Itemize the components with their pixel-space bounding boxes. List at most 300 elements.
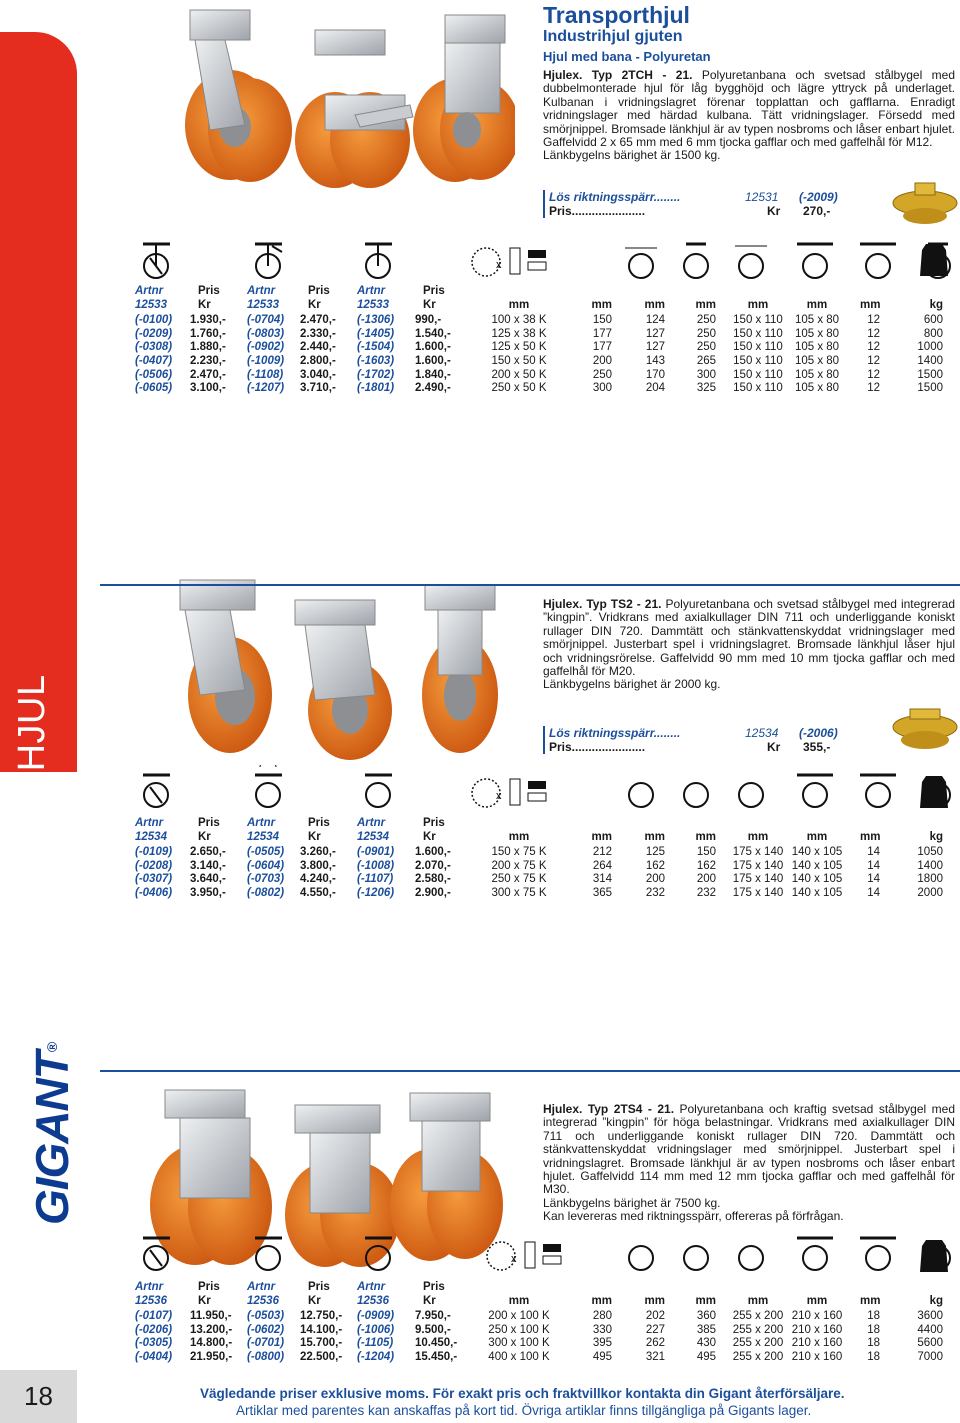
spec-cell: 18 <box>867 1351 880 1363</box>
spec-cell: 325 <box>696 382 716 395</box>
col-header: Pris <box>423 1281 445 1293</box>
height-icon <box>684 1246 708 1270</box>
section3-icons <box>138 1232 958 1274</box>
spec-cell: 14 <box>867 859 880 872</box>
price-currency: Kr <box>767 204 781 218</box>
article-number: (-1603) <box>357 355 395 367</box>
spec-cell: 255 x 200 <box>732 1323 784 1336</box>
spec-cell: 250 <box>592 368 612 381</box>
spec-cell: 140 x 105 <box>791 887 843 899</box>
price-cell: 15.700,- <box>300 1337 343 1350</box>
col-subheader: Kr <box>308 1294 321 1307</box>
price-cell: 1.760,- <box>190 327 226 340</box>
article-number: (-0803) <box>247 327 285 340</box>
spec-cell: 495 <box>592 1351 612 1363</box>
spec-cell: 175 x 140 <box>732 873 784 886</box>
spec-cell: 1500 <box>917 368 943 381</box>
col-header: Pris <box>423 285 445 297</box>
swivel-lock-brake-icon <box>255 765 282 807</box>
article-number: (-0704) <box>247 314 285 327</box>
spec-cell: 14 <box>867 887 880 899</box>
article-number: (-0307) <box>135 873 173 886</box>
height-icon <box>684 783 708 807</box>
spec-cell: 395 <box>592 1337 612 1350</box>
price-cell: 3.710,- <box>300 382 336 395</box>
price-currency: Kr <box>767 740 781 754</box>
price-cell: 3.260,- <box>300 846 336 859</box>
col-header: Artnr <box>357 285 386 297</box>
spec-cell: 200 <box>592 355 612 367</box>
section2-lock-box <box>543 726 859 754</box>
article-number: (-1702) <box>357 368 395 381</box>
direction-lock-image-2 <box>880 705 960 755</box>
col-subheader: 12536 <box>247 1294 279 1307</box>
spec-cell: 175 x 140 <box>732 846 784 859</box>
article-number: (-1009) <box>247 355 285 367</box>
spec-cell: 18 <box>867 1310 880 1323</box>
col-subheader: 12533 <box>247 298 279 311</box>
unit-header: mm <box>508 298 530 311</box>
price-cell: 4.550,- <box>300 887 336 899</box>
unit-header: mm <box>806 1294 828 1307</box>
article-number: (-0305) <box>135 1337 173 1350</box>
spec-cell: 300 <box>592 382 612 395</box>
spec-cell: 264 <box>592 859 612 872</box>
unit-header: mm <box>591 298 612 311</box>
lock-art: 12531 <box>745 190 779 204</box>
price-cell: 2.440,- <box>300 341 336 354</box>
svg-text:x: x <box>496 259 502 271</box>
unit-header: mm <box>695 830 716 843</box>
price-cell: 2.650,- <box>190 846 226 859</box>
unit-header: mm <box>644 830 665 843</box>
unit-header: mm <box>860 1294 881 1307</box>
spec-cell: 150 x 50 K <box>491 355 547 367</box>
col-subheader: Kr <box>308 830 321 843</box>
col-subheader: 12533 <box>357 298 389 311</box>
article-number: (-1008) <box>357 859 395 872</box>
fixed-wheel-icon <box>365 775 392 807</box>
spec-cell: 232 <box>645 887 665 899</box>
spec-cell: 321 <box>645 1351 665 1363</box>
unit-header: mm <box>860 298 881 311</box>
unit-header: kg <box>929 298 943 311</box>
section3-description: Hjulex. Typ 2TS4 - 21. Polyuretanbana och kraftig svetsad stålbygel med integrerad ”kingpin” för höga belastningar. Vridkrans med axialkullager DIN 711 och underliggande koniskt rullager DIN 720. Dammtätt och stänkvattenskyddat vridningslager med smörjnippel. Justerbart spel i vridningslagret. Bromsade länkhjul är av typen nosbroms och låser enbart hjulet. Gaffelvidd 114 mm med 12 mm tjocka gafflar och med gaffelhål för M30. Länkbygelns bärighet är 7500 kg. Kan levereras med riktningsspärr, offereras på förfrågan. <box>543 1102 956 1224</box>
spec-cell: 200 x 50 K <box>491 368 547 381</box>
spec-cell: 18 <box>867 1337 880 1350</box>
section2-description: Hjulex. Typ TS2 - 21. Polyuretanbana och svetsad stålbygel med integrerad ”kingpin”. Vridkrans med axialkullager DIN 711 och underliggande koniskt rullager DIN 720. Dammtätt och stänkvattenskyddat vridningslager med smörjnippel. Justerbart spel i vridningslagret. Bromsade länkhjul låser hjul och vridningsrörelse. Gaffelvidd 90 mm med 10 mm tjocka gafflar och med gaffelhål för M20. Länkbygelns bärighet är 2000 kg. <box>543 597 955 692</box>
spec-cell: 255 x 200 <box>732 1310 784 1323</box>
spec-cell: 150 x 110 <box>733 382 783 395</box>
spec-cell: 300 x 75 K <box>491 887 547 899</box>
price-cell: 3.950,- <box>190 887 226 899</box>
spec-cell: 1400 <box>917 859 943 872</box>
price-cell: 4.240,- <box>300 873 336 886</box>
spec-cell: 200 <box>696 873 716 886</box>
spec-cell: 12 <box>867 314 880 327</box>
spec-cell: 210 x 160 <box>791 1310 843 1323</box>
unit-header: mm <box>644 298 665 311</box>
spec-cell: 140 x 105 <box>791 859 843 872</box>
price-cell: 2.580,- <box>415 873 451 886</box>
article-number: (-0407) <box>135 355 173 367</box>
price-cell: 2.900,- <box>415 887 451 899</box>
article-number: (-1107) <box>357 873 394 886</box>
side-tab-label: TRANSPORTHJUL <box>11 674 53 1010</box>
spec-cell: 212 <box>592 846 612 859</box>
section2-icons <box>138 765 958 813</box>
article-number: (-1504) <box>357 341 395 354</box>
price-cell: 3.140,- <box>190 859 226 872</box>
swivel-brake-icon <box>143 775 170 807</box>
spec-cell: 127 <box>645 327 665 340</box>
price-cell: 14.100,- <box>300 1323 343 1336</box>
load-weight-icon-3 <box>918 1236 950 1276</box>
spec-cell: 150 x 75 K <box>491 846 547 859</box>
spec-cell: 200 x 100 K <box>488 1310 550 1323</box>
spec-cell: 105 x 80 <box>794 327 840 340</box>
spec-cell: 800 <box>923 327 943 340</box>
spec-cell: 210 x 160 <box>791 1351 843 1363</box>
spec-cell: 255 x 200 <box>732 1337 784 1350</box>
spec-cell: 105 x 80 <box>794 314 840 327</box>
article-number: (-0308) <box>135 341 173 354</box>
price-cell: 2.070,- <box>415 859 451 872</box>
col-header: Pris <box>198 1281 220 1293</box>
article-number: (-0802) <box>247 887 285 899</box>
spec-cell: 4400 <box>917 1323 943 1336</box>
spec-cell: 127 <box>645 341 665 354</box>
lock-sub: (-2006) <box>799 726 838 740</box>
col-header: Pris <box>308 817 330 829</box>
spec-cell: 12 <box>867 341 880 354</box>
article-number: (-0208) <box>135 859 173 872</box>
col-header: Artnr <box>357 817 386 829</box>
svg-text:x: x <box>496 790 502 802</box>
page-number: 18 <box>0 1370 77 1423</box>
spec-cell: 300 x 100 K <box>488 1337 550 1350</box>
article-number: (-1306) <box>357 314 395 327</box>
col-header: Artnr <box>135 817 164 829</box>
price-cell: 3.640,- <box>190 873 226 886</box>
spec-cell: 150 x 110 <box>733 355 783 367</box>
spec-cell: 18 <box>867 1323 880 1336</box>
article-number: (-0605) <box>135 382 173 395</box>
spec-cell: 385 <box>696 1323 716 1336</box>
swivel-lock-brake-icon <box>255 244 282 278</box>
offset-icon <box>739 783 763 807</box>
article-number: (-0209) <box>135 327 173 340</box>
spec-cell: 255 x 200 <box>732 1351 784 1363</box>
col-header: Artnr <box>135 1281 164 1293</box>
col-header: Pris <box>423 817 445 829</box>
col-subheader: 12534 <box>135 830 167 843</box>
col-subheader: Kr <box>423 298 436 311</box>
fixed-wheel-icon <box>365 244 392 278</box>
col-subheader: 12534 <box>247 830 279 843</box>
svg-text:x: x <box>511 1253 517 1265</box>
spec-cell: 150 <box>696 846 716 859</box>
offset-icon <box>739 1246 763 1270</box>
spec-cell: 12 <box>867 355 880 367</box>
spec-cell: 200 x 75 K <box>491 859 547 872</box>
divider-2 <box>100 1070 960 1072</box>
article-number: (-0100) <box>135 314 173 327</box>
page-title: Transporthjul <box>543 2 690 28</box>
spec-cell: 265 <box>696 355 716 367</box>
article-number: (-0902) <box>247 341 285 354</box>
section1-lock-box <box>543 190 859 218</box>
article-number: (-0505) <box>247 846 285 859</box>
spec-cell: 1000 <box>917 341 943 354</box>
unit-header: mm <box>644 1294 665 1307</box>
price-cell: 2.470,- <box>190 368 226 381</box>
logo-text: GIGANT® <box>26 1042 78 1225</box>
plate-size-icon <box>797 1238 833 1270</box>
price-cell: 2.490,- <box>415 382 451 395</box>
price-cell: 22.500,- <box>300 1351 343 1363</box>
spec-cell: 250 <box>696 314 716 327</box>
spec-cell: 1050 <box>917 846 943 859</box>
unit-header: mm <box>747 1294 769 1307</box>
spec-cell: 12 <box>867 368 880 381</box>
spec-cell: 232 <box>696 887 716 899</box>
fixed-wheel-icon <box>365 1238 392 1270</box>
spec-cell: 140 x 105 <box>791 846 843 859</box>
article-number: (-0107) <box>135 1310 173 1323</box>
col-header: Artnr <box>247 817 276 829</box>
price-cell: 13.200,- <box>190 1323 233 1336</box>
section1-icons <box>138 238 958 280</box>
col-subheader: Kr <box>198 830 211 843</box>
spec-cell: 175 x 140 <box>732 887 784 899</box>
spec-cell: 12 <box>867 327 880 340</box>
product-image-2tch <box>155 5 515 190</box>
article-number: (-1006) <box>357 1323 395 1336</box>
article-number: (-0701) <box>247 1337 285 1350</box>
spec-cell: 150 x 110 <box>733 314 783 327</box>
spec-cell: 125 <box>645 846 665 859</box>
spec-cell: 14 <box>867 846 880 859</box>
col-header: Artnr <box>135 285 164 297</box>
article-number: (-0404) <box>135 1351 173 1363</box>
wheel-diameter-icon <box>629 1246 653 1270</box>
spec-cell: 280 <box>592 1310 612 1323</box>
spec-cell: 177 <box>592 327 612 340</box>
spec-cell: 1800 <box>917 873 943 886</box>
lock-label: Lös riktningsspärr........ <box>549 726 681 740</box>
unit-header: kg <box>929 830 943 843</box>
unit-header: mm <box>860 830 881 843</box>
price-label: Pris...................... <box>549 204 646 218</box>
article-number: (-0506) <box>135 368 173 381</box>
spec-cell: 12 <box>867 382 880 395</box>
spec-cell: 150 x 110 <box>733 341 783 354</box>
spec-cell: 105 x 80 <box>794 368 840 381</box>
load-weight-icon-2 <box>918 772 950 812</box>
lock-sub: (-2009) <box>799 190 838 204</box>
article-number: (-1105) <box>357 1337 394 1350</box>
spec-cell: 140 x 105 <box>791 873 843 886</box>
spec-cell: 162 <box>696 859 716 872</box>
spec-cell: 124 <box>645 314 665 327</box>
spec-cell: 1400 <box>917 355 943 367</box>
price-cell: 2.470,- <box>300 314 336 327</box>
price-cell: 2.800,- <box>300 355 336 367</box>
price-cell: 2.230,- <box>190 355 226 367</box>
spec-cell: 150 <box>592 314 612 327</box>
spec-cell: 210 x 160 <box>791 1337 843 1350</box>
spec-cell: 125 x 50 K <box>491 341 547 354</box>
spec-cell: 262 <box>645 1337 665 1350</box>
col-subheader: Kr <box>198 1294 211 1307</box>
price-label: Pris...................... <box>549 740 646 754</box>
spec-cell: 365 <box>592 887 612 899</box>
gigant-logo <box>22 1015 82 1225</box>
section1-description: Hjulex. Typ 2TCH - 21. Polyuretanbana och svetsad stålbygel med dubbelmonterade hjul för låg bygghöjd och lägre yttryck på underlaget. Kulbanan i vridningslagret förenar topplattan och gafflarna. Enradigt vridningslager med härdad kulbana. Tätt vridningslager. Försedd med smörjnippel. Bromsade länkhjul är av typen nosbroms och låser enbart hjulet. Gaffelvidd 2 x 65 mm med 6 mm tjocka gafflar och med gaffelhål för M12. Länkbygelns bärighet är 1500 kg. <box>543 68 955 163</box>
price-cell: 3.800,- <box>300 859 336 872</box>
spec-cell: 330 <box>592 1323 612 1336</box>
spec-cell: 105 x 80 <box>794 382 840 395</box>
spec-cell: 400 x 100 K <box>488 1351 550 1363</box>
load-weight-icon <box>918 240 950 280</box>
price-cell: 15.450,- <box>415 1351 458 1363</box>
col-subheader: 12533 <box>135 298 167 311</box>
price-cell: 21.950,- <box>190 1351 233 1363</box>
hole-distance-icon <box>860 244 896 278</box>
article-number: (-0206) <box>135 1323 173 1336</box>
spec-cell: 204 <box>645 382 665 395</box>
spec-cell: 100 x 38 K <box>491 314 547 327</box>
col-subheader: 12536 <box>135 1294 167 1307</box>
article-number: (-1405) <box>357 327 395 340</box>
unit-header: mm <box>695 1294 716 1307</box>
spec-cell: 250 x 75 K <box>491 873 547 886</box>
side-tab <box>0 32 77 1010</box>
col-header: Artnr <box>247 285 276 297</box>
col-subheader: Kr <box>423 830 436 843</box>
dimension-wheel-icon <box>472 248 546 276</box>
spec-cell: 314 <box>592 873 612 886</box>
col-header: Artnr <box>247 1281 276 1293</box>
unit-header: mm <box>806 830 828 843</box>
spec-cell: 300 <box>696 368 716 381</box>
plate-size-icon <box>797 244 833 278</box>
spec-cell: 600 <box>923 314 943 327</box>
price-cell: 990,- <box>415 314 442 327</box>
price-cell: 2.330,- <box>300 327 336 340</box>
price-cell: 12.750,- <box>300 1310 343 1323</box>
price-cell: 1.930,- <box>190 314 226 327</box>
spec-cell: 250 <box>696 327 716 340</box>
spec-cell: 150 x 110 <box>733 368 783 381</box>
article-number: (-0703) <box>247 873 285 886</box>
price-cell: 7.950,- <box>415 1310 451 1323</box>
spec-cell: 177 <box>592 341 612 354</box>
unit-header: mm <box>591 830 612 843</box>
col-header: Artnr <box>357 1281 386 1293</box>
price-cell: 1.840,- <box>415 368 451 381</box>
footer-line-2: Artiklar med parentes kan anskaffas på kort tid. Övriga artiklar finns tillgängliga på Gigants lager. <box>236 1403 812 1418</box>
spec-cell: 250 <box>696 341 716 354</box>
unit-header: mm <box>508 830 530 843</box>
wheel-diameter-icon <box>629 783 653 807</box>
article-number: (-0604) <box>247 859 285 872</box>
article-number: (-1207) <box>247 382 285 395</box>
unit-header: mm <box>747 298 769 311</box>
spec-cell: 227 <box>645 1323 665 1336</box>
dimension-wheel-icon <box>472 779 546 807</box>
swivel-brake-icon <box>143 1238 170 1270</box>
page-subtitle-2: Hjul med bana - Polyuretan <box>543 49 711 64</box>
spec-cell: 105 x 80 <box>794 355 840 367</box>
spec-cell: 150 x 110 <box>733 327 783 340</box>
plate-size-icon <box>797 775 833 807</box>
spec-cell: 250 x 50 K <box>491 382 547 395</box>
price-cell: 11.950,- <box>190 1310 232 1323</box>
col-header: Pris <box>308 285 330 297</box>
spec-cell: 430 <box>696 1337 716 1350</box>
spec-cell: 1500 <box>917 382 943 395</box>
unit-header: mm <box>695 298 716 311</box>
article-number: (-0901) <box>357 846 395 859</box>
spec-cell: 250 x 100 K <box>488 1323 550 1336</box>
price-value: 355,- <box>803 740 831 754</box>
direction-lock-image-1 <box>880 178 960 228</box>
unit-header: kg <box>929 1294 943 1307</box>
spec-cell: 200 <box>645 873 665 886</box>
price-cell: 1.540,- <box>415 327 451 340</box>
offset-icon <box>735 246 767 278</box>
swivel-lock-brake-icon <box>255 1238 282 1270</box>
spec-cell: 5600 <box>917 1337 943 1350</box>
price-value: 270,- <box>803 204 831 218</box>
col-subheader: Kr <box>423 1294 436 1307</box>
price-cell: 1.600,- <box>415 846 451 859</box>
price-cell: 1.600,- <box>415 355 451 367</box>
article-number: (-1801) <box>357 382 395 395</box>
spec-cell: 162 <box>645 859 665 872</box>
hole-distance-icon <box>860 1238 896 1270</box>
spec-cell: 143 <box>645 355 665 367</box>
col-subheader: 12534 <box>357 830 389 843</box>
price-cell: 10.450,- <box>415 1337 458 1350</box>
unit-header: mm <box>806 298 828 311</box>
price-cell: 9.500,- <box>415 1323 451 1336</box>
col-header: Pris <box>308 1281 330 1293</box>
article-number: (-0602) <box>247 1323 285 1336</box>
col-header: Pris <box>198 285 220 297</box>
spec-cell: 360 <box>696 1310 716 1323</box>
spec-cell: 2000 <box>917 887 943 899</box>
article-number: (-0800) <box>247 1351 285 1363</box>
unit-header: mm <box>508 1294 530 1307</box>
swivel-brake-icon <box>143 244 170 278</box>
col-subheader: Kr <box>198 298 211 311</box>
col-subheader: Kr <box>308 298 321 311</box>
article-number: (-0109) <box>135 846 173 859</box>
product-image-ts2 <box>160 575 505 760</box>
col-header: Pris <box>198 817 220 829</box>
price-cell: 3.040,- <box>300 368 336 381</box>
spec-cell: 125 x 38 K <box>491 327 547 340</box>
spec-cell: 3600 <box>917 1310 943 1323</box>
spec-cell: 175 x 140 <box>732 859 784 872</box>
footer-line-1: Vägledande priser exklusive moms. För exakt pris och fraktvillkor kontakta din Gigant återförsäljare. <box>200 1386 845 1401</box>
spec-cell: 170 <box>645 368 665 381</box>
price-cell: 3.100,- <box>190 382 226 395</box>
price-cell: 1.880,- <box>190 341 226 354</box>
